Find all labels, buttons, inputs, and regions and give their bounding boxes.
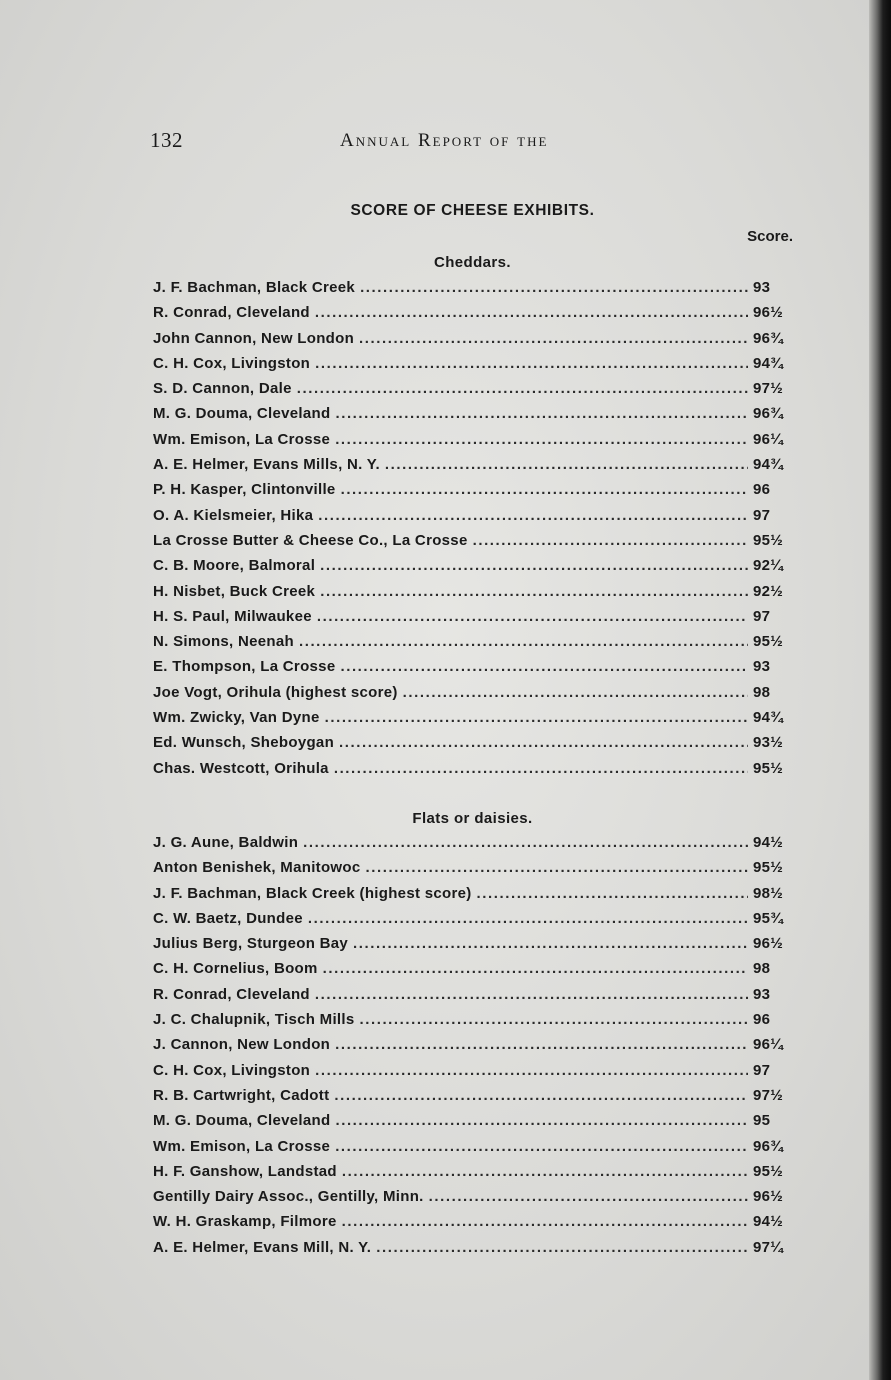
exhibit-score: 95 [753, 1112, 771, 1130]
exhibitor-name: J. Cannon, New London [153, 1036, 331, 1054]
exhibit-score: 96¾ [753, 1137, 784, 1155]
exhibit-score: 95½ [753, 859, 784, 877]
exhibit-score: 95½ [753, 633, 784, 651]
exhibit-score: 95½ [753, 1162, 784, 1180]
list-item [153, 330, 795, 355]
dot-leader [320, 583, 748, 600]
list-item [153, 355, 795, 380]
list-item [153, 1036, 795, 1061]
list-item [153, 279, 795, 304]
list-item [153, 380, 795, 405]
exhibitor-name: M. G. Douma, Cleveland [153, 1112, 331, 1130]
exhibitor-name: S. D. Cannon, Dale [153, 380, 292, 398]
exhibitor-name: Wm. Emison, La Crosse [153, 430, 331, 448]
list-item [153, 935, 795, 960]
list-item [153, 1239, 795, 1264]
exhibit-score: 95½ [753, 759, 784, 777]
dot-leader [403, 684, 748, 701]
dot-leader [334, 1087, 748, 1104]
dot-leader [359, 330, 748, 347]
exhibitor-name: A. E. Helmer, Evans Mills, N. Y. [153, 456, 380, 474]
list-item [153, 1112, 795, 1137]
list-item [153, 405, 795, 430]
exhibitor-name: J. F. Bachman, Black Creek (highest score) [153, 884, 472, 902]
dot-leader [335, 1138, 748, 1155]
exhibitor-name: Julius Berg, Sturgeon Bay [153, 935, 349, 953]
exhibit-score: 96 [753, 1011, 771, 1029]
exhibit-score: 94½ [753, 1213, 784, 1231]
exhibit-score: 95½ [753, 531, 784, 549]
exhibit-score: 98 [753, 960, 771, 978]
exhibitor-name: H. S. Paul, Milwaukee [153, 607, 312, 625]
exhibitor-name: R. Conrad, Cleveland [153, 985, 310, 1003]
dot-leader [385, 456, 748, 473]
dot-leader [473, 532, 748, 549]
dot-leader [325, 709, 748, 726]
dot-leader [323, 960, 748, 977]
exhibitor-name: P. H. Kasper, Clintonville [153, 481, 336, 499]
exhibitor-name: C. B. Moore, Balmoral [153, 557, 316, 575]
exhibit-score: 94¾ [753, 709, 784, 727]
list-item [153, 1062, 795, 1087]
dot-leader [376, 1239, 748, 1256]
exhibit-score: 97 [753, 607, 771, 625]
dot-leader [360, 1011, 749, 1028]
exhibitor-name: C. W. Baetz, Dundee [153, 909, 303, 927]
list-item [153, 986, 795, 1011]
exhibit-score: 96½ [753, 1188, 784, 1206]
dot-leader [299, 633, 748, 650]
list-item [153, 583, 795, 608]
exhibit-score: 97 [753, 1061, 771, 1079]
exhibit-score: 95¾ [753, 909, 784, 927]
dot-leader [334, 760, 748, 777]
dot-leader [315, 304, 748, 321]
page-number: 132 [150, 128, 183, 152]
flats-list [153, 834, 795, 1264]
list-item [153, 709, 795, 734]
exhibit-score: 96 [753, 481, 771, 499]
exhibit-score: 98 [753, 683, 771, 701]
list-item [153, 456, 795, 481]
exhibit-score: 96¾ [753, 329, 784, 347]
dot-leader [308, 910, 748, 927]
dot-leader [315, 1062, 748, 1079]
list-item [153, 1138, 795, 1163]
list-item [153, 481, 795, 506]
exhibitor-name: N. Simons, Neenah [153, 633, 294, 651]
exhibitor-name: H. F. Ganshow, Landstad [153, 1162, 337, 1180]
exhibitor-name: Wm. Zwicky, Van Dyne [153, 709, 320, 727]
exhibitor-name: R. Conrad, Cleveland [153, 304, 310, 322]
exhibitor-name: E. Thompson, La Crosse [153, 658, 336, 676]
exhibitor-name: La Crosse Butter & Cheese Co., La Crosse [153, 531, 468, 549]
exhibitor-name: R. B. Cartwright, Cadott [153, 1086, 330, 1104]
exhibit-score: 94½ [753, 834, 784, 851]
dot-leader [335, 431, 748, 448]
exhibit-score: 94¾ [753, 354, 784, 372]
exhibit-score: 96¾ [753, 405, 784, 423]
exhibit-score: 92¼ [753, 557, 784, 575]
dot-leader [318, 507, 748, 524]
list-item [153, 507, 795, 532]
exhibit-score: 96½ [753, 935, 784, 953]
dot-leader [335, 1112, 748, 1129]
list-item [153, 910, 795, 935]
exhibitor-name: Wm. Emison, La Crosse [153, 1137, 331, 1155]
exhibit-score: 93½ [753, 734, 784, 752]
list-item [153, 557, 795, 582]
exhibit-score: 98½ [753, 884, 784, 902]
dot-leader [335, 405, 748, 422]
binding-shadow [869, 0, 891, 1380]
dot-leader [342, 1163, 748, 1180]
exhibitor-name: J. G. Aune, Baldwin [153, 834, 299, 851]
list-item [153, 658, 795, 683]
cheddars-list [153, 279, 795, 785]
list-item [153, 304, 795, 329]
exhibit-score: 97½ [753, 380, 784, 398]
exhibit-score: 97½ [753, 1086, 784, 1104]
dot-leader [315, 355, 748, 372]
exhibitor-name: A. E. Helmer, Evans Mill, N. Y. [153, 1238, 372, 1256]
flats-heading: Flats or daisies. [412, 810, 533, 827]
exhibitor-name: Ed. Wunsch, Sheboygan [153, 734, 335, 752]
exhibit-score: 96¼ [753, 430, 784, 448]
exhibitor-name: C. H. Cox, Livingston [153, 1061, 311, 1079]
exhibitor-name: H. Nisbet, Buck Creek [153, 582, 316, 600]
list-item [153, 532, 795, 557]
dot-leader [341, 481, 748, 498]
dot-leader [360, 279, 748, 296]
exhibit-score: 97¼ [753, 1238, 784, 1256]
exhibitor-name: J. C. Chalupnik, Tisch Mills [153, 1011, 355, 1029]
exhibitor-name: Anton Benishek, Manitowoc [153, 859, 361, 877]
list-item [153, 684, 795, 709]
exhibitor-name: Chas. Westcott, Orihula [153, 759, 329, 777]
list-item [153, 431, 795, 456]
exhibit-score: 96¼ [753, 1036, 784, 1054]
list-item [153, 859, 795, 884]
section-title: SCORE OF CHEESE EXHIBITS. [350, 202, 595, 219]
dot-leader [429, 1188, 748, 1205]
exhibitor-name: M. G. Douma, Cleveland [153, 405, 331, 423]
dot-leader [320, 557, 748, 574]
list-item [153, 1163, 795, 1188]
dot-leader [477, 885, 748, 902]
dot-leader [342, 1213, 748, 1230]
exhibitor-name: C. H. Cornelius, Boom [153, 960, 318, 978]
exhibit-score: 93 [753, 985, 771, 1003]
list-item [153, 633, 795, 658]
dot-leader [315, 986, 748, 1003]
exhibitor-name: W. H. Graskamp, Filmore [153, 1213, 337, 1231]
exhibitor-name: Joe Vogt, Orihula (highest score) [153, 683, 398, 701]
running-title: Annual Report of the [340, 130, 549, 151]
dot-leader [339, 734, 748, 751]
exhibitor-name: John Cannon, New London [153, 329, 355, 347]
exhibit-score: 93 [753, 279, 771, 296]
score-column-header: Score. [747, 228, 793, 245]
exhibit-score: 92½ [753, 582, 784, 600]
list-item [153, 960, 795, 985]
exhibitor-name: J. F. Bachman, Black Creek [153, 279, 356, 296]
dot-leader [335, 1036, 748, 1053]
exhibit-score: 96½ [753, 304, 784, 322]
dot-leader [297, 380, 748, 397]
list-item [153, 1087, 795, 1112]
dot-leader [303, 834, 748, 851]
list-item [153, 1188, 795, 1213]
exhibit-score: 97 [753, 506, 771, 524]
list-item [153, 885, 795, 910]
dot-leader [353, 935, 748, 952]
dot-leader [317, 608, 748, 625]
exhibit-score: 93 [753, 658, 771, 676]
exhibitor-name: Gentilly Dairy Assoc., Gentilly, Minn. [153, 1188, 424, 1206]
list-item [153, 1011, 795, 1036]
exhibit-score: 94¾ [753, 456, 784, 474]
exhibitor-name: O. A. Kielsmeier, Hika [153, 506, 314, 524]
list-item [153, 1213, 795, 1238]
list-item [153, 834, 795, 859]
dot-leader [366, 859, 748, 876]
page-header [150, 128, 800, 158]
list-item [153, 608, 795, 633]
dot-leader [340, 658, 748, 675]
exhibitor-name: C. H. Cox, Livingston [153, 354, 311, 372]
list-item [153, 734, 795, 759]
cheddars-heading: Cheddars. [434, 254, 511, 271]
list-item [153, 760, 795, 785]
